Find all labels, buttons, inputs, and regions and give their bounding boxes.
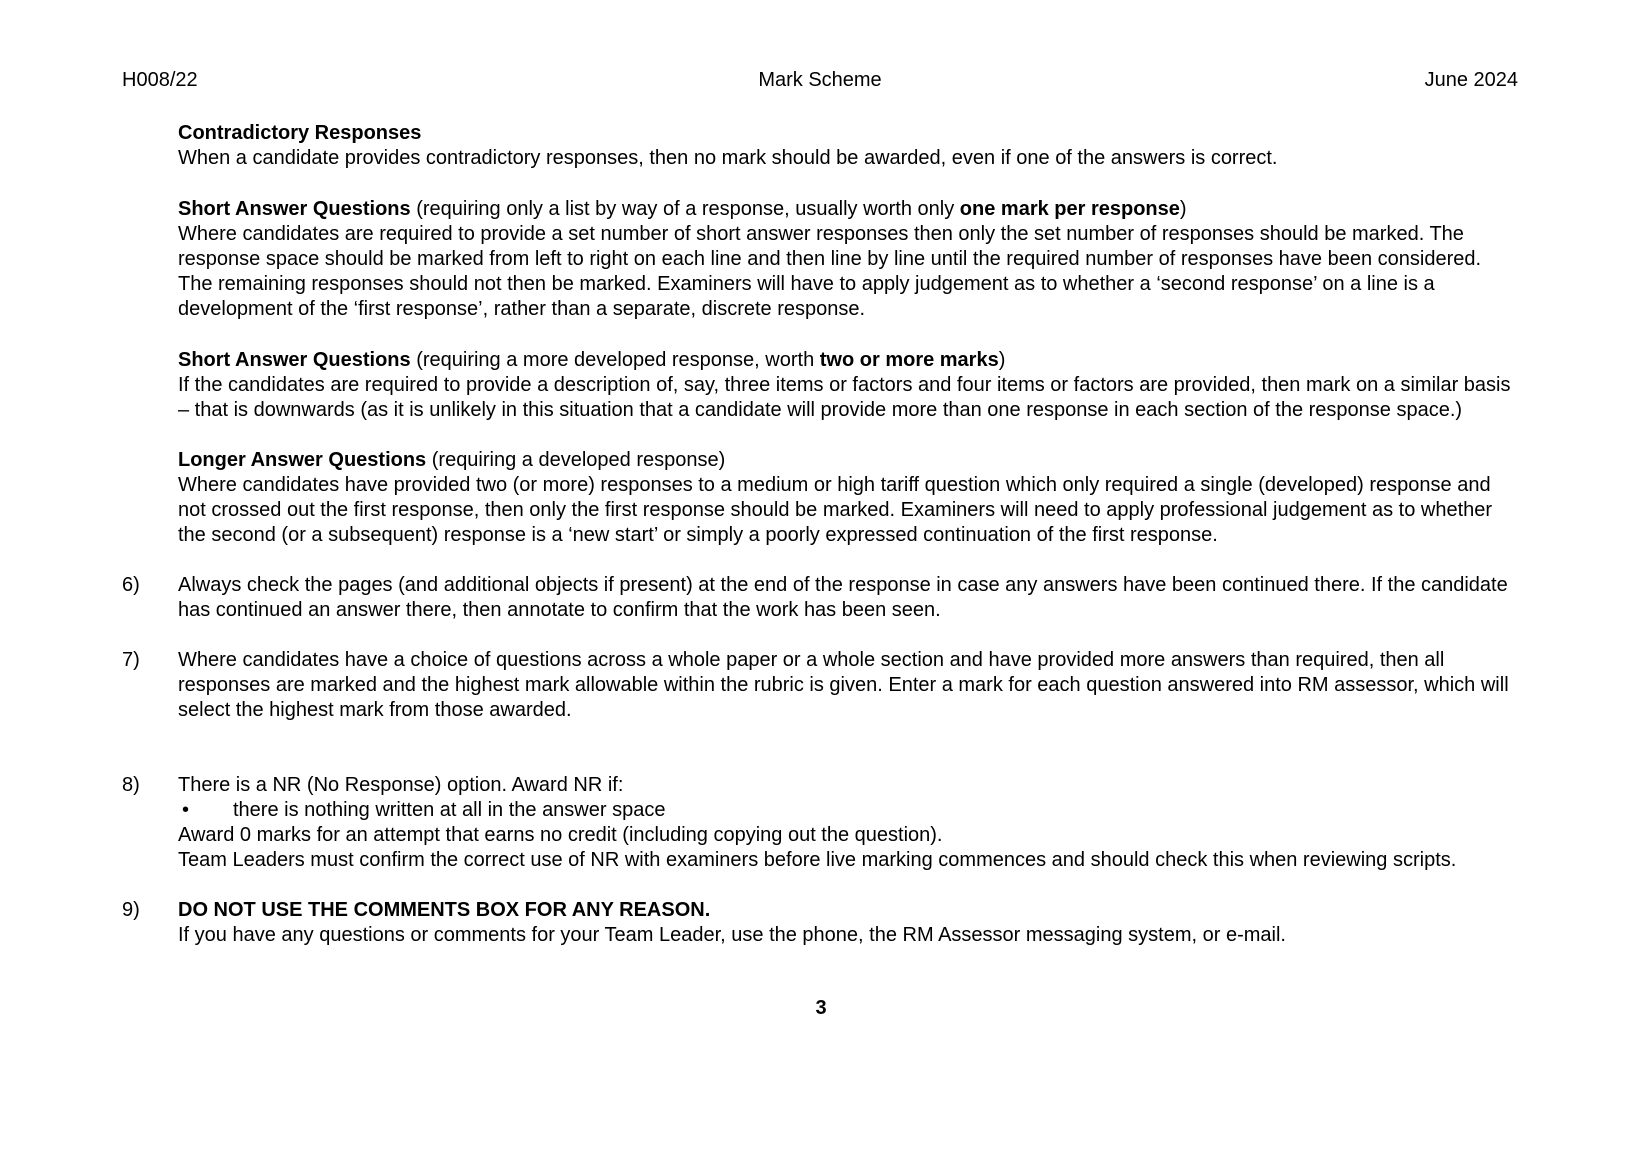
item-text: Award 0 marks for an attempt that earns no credit (including copying out the question). <box>178 824 943 846</box>
section-heading-bold2: one mark per response <box>959 198 1180 220</box>
section-short-answer-developed <box>178 348 1520 423</box>
section-heading-regular: (requiring a more developed response, worth <box>410 349 820 371</box>
document-content <box>122 121 1520 1021</box>
item-content <box>178 898 1520 948</box>
numbered-item-7 <box>122 648 1520 723</box>
section-heading-regular: (requiring only a list by way of a response, usually worth only <box>410 198 960 220</box>
section-body: Where candidates are required to provide a set number of short answer responses then only the set number of responses should be marked. The response space should be marked from left to right on each line and then line by line until the required number of responses have been considered. The remaining responses should not then be marked. Examiners will have to apply judgement as to whether a ‘second response’ on a line is a development of the ‘first response’, rather than a separate, discrete response. <box>178 223 1482 320</box>
section-heading <box>178 197 1520 222</box>
page-number: 3 <box>815 997 827 1019</box>
section-body: Where candidates have provided two (or more) responses to a medium or high tariff question which only required a single (developed) response and not crossed out the first response, then only the first response should be marked. Examiners will need to apply professional judgement as to whether the second (or a subsequent) response is a ‘new start’ or simply a poorly expressed continuation of the first response. <box>178 474 1493 546</box>
item-content <box>178 573 1520 623</box>
section-longer-answer <box>178 448 1520 548</box>
section-heading <box>178 121 1520 146</box>
section-heading-bold: Contradictory Responses <box>178 122 422 144</box>
doc-title: Mark Scheme <box>758 69 882 91</box>
section-heading-close: ) <box>1179 198 1187 220</box>
bullet-item <box>178 798 1520 823</box>
item-text: If you have any questions or comments for your Team Leader, use the phone, the RM Assessor messaging system, or e-mail. <box>178 924 1286 946</box>
section-heading-bold: Short Answer Questions <box>178 349 411 371</box>
section-body: When a candidate provides contradictory responses, then no mark should be awarded, even if one of the answers is correct. <box>178 147 1278 169</box>
item-text: Always check the pages (and additional objects if present) at the end of the response in case any answers have been continued there. If the candidate has continued an answer there, then annotate to confirm that the work has been seen. <box>178 574 1508 621</box>
doc-code: H008/22 <box>122 69 198 91</box>
item-bold-text: DO NOT USE THE COMMENTS BOX FOR ANY REASON. <box>178 899 711 921</box>
item-number: 6) <box>122 574 140 596</box>
section-heading <box>178 348 1520 373</box>
item-content <box>178 773 1520 873</box>
section-heading-close: ) <box>998 349 1006 371</box>
section-short-answer-list <box>178 197 1520 322</box>
bullet-text: there is nothing written at all in the answer space <box>233 799 666 821</box>
item-number: 7) <box>122 649 140 671</box>
section-contradictory-responses <box>178 121 1520 171</box>
item-number: 8) <box>122 774 140 796</box>
doc-date: June 2024 <box>1424 69 1518 91</box>
bullet-icon: • <box>182 799 190 821</box>
item-content <box>178 648 1520 723</box>
numbered-item-6 <box>122 573 1520 623</box>
section-body: If the candidates are required to provide a description of, say, three items or factors and four items or factors are provided, then mark on a similar basis – that is downwards (as it is unlikely in this situation that a candidate will provide more than one response in each section of the response space.) <box>178 374 1511 421</box>
numbered-item-8 <box>122 773 1520 873</box>
section-heading-bold2: two or more marks <box>819 349 999 371</box>
section-heading-bold: Short Answer Questions <box>178 198 411 220</box>
section-heading-regular: (requiring a developed response) <box>426 449 726 471</box>
document-header <box>122 68 1518 93</box>
item-text: Where candidates have a choice of questions across a whole paper or a whole section and have provided more answers than required, then all responses are marked and the highest mark allowable within the rubric is given. Enter a mark for each question answered into RM assessor, which will select the highest mark from those awarded. <box>178 649 1509 721</box>
section-heading-bold: Longer Answer Questions <box>178 449 427 471</box>
section-heading <box>178 448 1520 473</box>
item-number: 9) <box>122 899 140 921</box>
item-text: Team Leaders must confirm the correct use of NR with examiners before live marking commences and should check this when reviewing scripts. <box>178 849 1457 871</box>
numbered-item-9 <box>122 898 1520 948</box>
item-text: There is a NR (No Response) option. Award NR if: <box>178 774 624 796</box>
